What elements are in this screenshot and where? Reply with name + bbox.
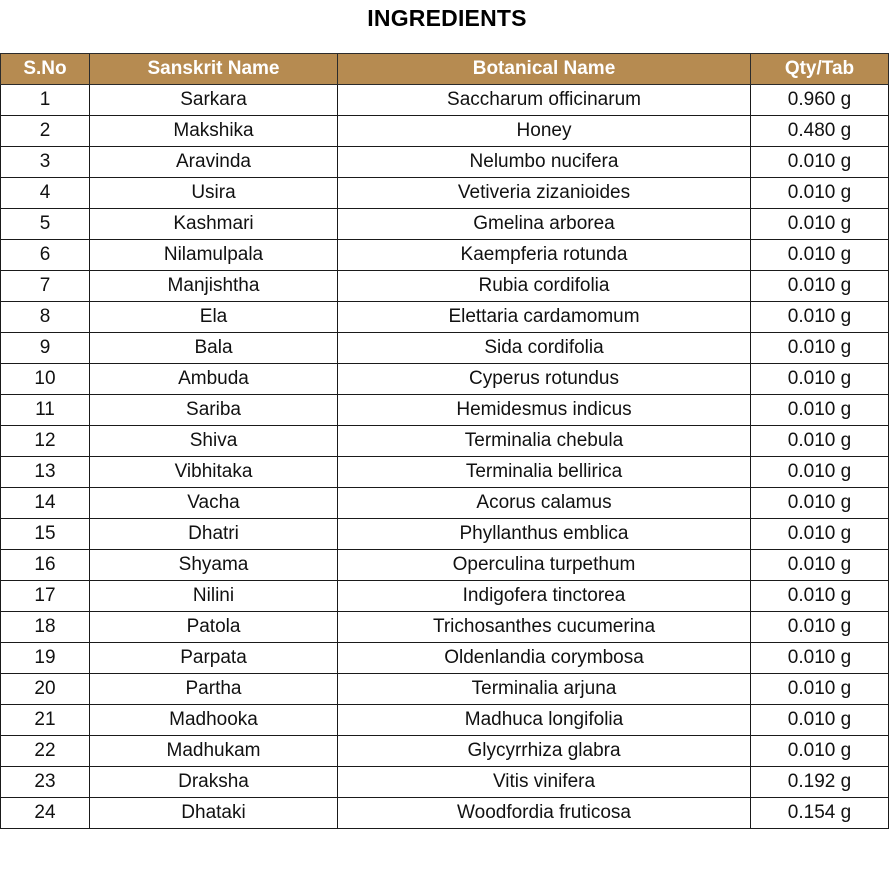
cell-qty-per-tab: 0.010 g [751, 550, 889, 581]
cell-sanskrit-name: Dhatri [90, 519, 338, 550]
cell-qty-per-tab: 0.010 g [751, 736, 889, 767]
cell-botanical-name: Hemidesmus indicus [338, 395, 751, 426]
cell-sanskrit-name: Patola [90, 612, 338, 643]
cell-sno: 15 [1, 519, 90, 550]
cell-sno: 3 [1, 147, 90, 178]
table-row [1, 674, 889, 705]
cell-qty-per-tab: 0.010 g [751, 302, 889, 333]
cell-sno: 17 [1, 581, 90, 612]
cell-botanical-name: Madhuca longifolia [338, 705, 751, 736]
cell-botanical-name: Glycyrrhiza glabra [338, 736, 751, 767]
header-sanskrit-name: Sanskrit Name [90, 54, 338, 85]
cell-qty-per-tab: 0.010 g [751, 643, 889, 674]
cell-sanskrit-name: Parpata [90, 643, 338, 674]
table-row [1, 147, 889, 178]
cell-sanskrit-name: Ambuda [90, 364, 338, 395]
cell-sno: 18 [1, 612, 90, 643]
cell-botanical-name: Saccharum officinarum [338, 85, 751, 116]
cell-botanical-name: Rubia cordifolia [338, 271, 751, 302]
cell-sanskrit-name: Vacha [90, 488, 338, 519]
cell-sanskrit-name: Draksha [90, 767, 338, 798]
cell-sanskrit-name: Madhukam [90, 736, 338, 767]
cell-botanical-name: Woodfordia fruticosa [338, 798, 751, 829]
cell-botanical-name: Terminalia bellirica [338, 457, 751, 488]
cell-sanskrit-name: Nilini [90, 581, 338, 612]
table-row [1, 612, 889, 643]
cell-botanical-name: Phyllanthus emblica [338, 519, 751, 550]
cell-sno: 13 [1, 457, 90, 488]
cell-sno: 16 [1, 550, 90, 581]
cell-botanical-name: Honey [338, 116, 751, 147]
table-row [1, 643, 889, 674]
cell-botanical-name: Vetiveria zizanioides [338, 178, 751, 209]
cell-sno: 20 [1, 674, 90, 705]
table-row [1, 767, 889, 798]
cell-qty-per-tab: 0.010 g [751, 395, 889, 426]
cell-qty-per-tab: 0.010 g [751, 426, 889, 457]
cell-botanical-name: Gmelina arborea [338, 209, 751, 240]
page-title: INGREDIENTS [367, 5, 527, 31]
table-row [1, 705, 889, 736]
cell-qty-per-tab: 0.154 g [751, 798, 889, 829]
cell-sanskrit-name: Dhataki [90, 798, 338, 829]
table-row [1, 116, 889, 147]
cell-qty-per-tab: 0.010 g [751, 705, 889, 736]
table-row [1, 85, 889, 116]
cell-botanical-name: Elettaria cardamomum [338, 302, 751, 333]
table-row [1, 178, 889, 209]
cell-qty-per-tab: 0.010 g [751, 364, 889, 395]
cell-sanskrit-name: Ela [90, 302, 338, 333]
table-row [1, 457, 889, 488]
cell-qty-per-tab: 0.192 g [751, 767, 889, 798]
cell-sno: 14 [1, 488, 90, 519]
cell-botanical-name: Terminalia chebula [338, 426, 751, 457]
cell-sno: 24 [1, 798, 90, 829]
table-row [1, 302, 889, 333]
cell-qty-per-tab: 0.010 g [751, 209, 889, 240]
cell-sno: 9 [1, 333, 90, 364]
cell-sanskrit-name: Manjishtha [90, 271, 338, 302]
cell-qty-per-tab: 0.010 g [751, 240, 889, 271]
cell-sno: 1 [1, 85, 90, 116]
header-qty-per-tab: Qty/Tab [751, 54, 889, 85]
cell-sanskrit-name: Vibhitaka [90, 457, 338, 488]
cell-botanical-name: Indigofera tinctorea [338, 581, 751, 612]
cell-qty-per-tab: 0.480 g [751, 116, 889, 147]
cell-sno: 7 [1, 271, 90, 302]
cell-qty-per-tab: 0.010 g [751, 488, 889, 519]
table-row [1, 333, 889, 364]
cell-botanical-name: Sida cordifolia [338, 333, 751, 364]
table-body [1, 85, 889, 829]
cell-qty-per-tab: 0.010 g [751, 457, 889, 488]
cell-sanskrit-name: Sarkara [90, 85, 338, 116]
cell-qty-per-tab: 0.010 g [751, 581, 889, 612]
cell-qty-per-tab: 0.010 g [751, 147, 889, 178]
cell-botanical-name: Operculina turpethum [338, 550, 751, 581]
header-sno: S.No [1, 54, 90, 85]
cell-sanskrit-name: Usira [90, 178, 338, 209]
table-header-row [1, 54, 889, 85]
cell-sno: 8 [1, 302, 90, 333]
cell-sanskrit-name: Sariba [90, 395, 338, 426]
cell-botanical-name: Vitis vinifera [338, 767, 751, 798]
cell-sno: 11 [1, 395, 90, 426]
table-row [1, 426, 889, 457]
cell-botanical-name: Acorus calamus [338, 488, 751, 519]
cell-botanical-name: Oldenlandia corymbosa [338, 643, 751, 674]
cell-sanskrit-name: Bala [90, 333, 338, 364]
table-row [1, 395, 889, 426]
header-botanical-name: Botanical Name [338, 54, 751, 85]
cell-sanskrit-name: Aravinda [90, 147, 338, 178]
table-row [1, 519, 889, 550]
cell-sanskrit-name: Nilamulpala [90, 240, 338, 271]
table-row [1, 798, 889, 829]
cell-qty-per-tab: 0.960 g [751, 85, 889, 116]
cell-sanskrit-name: Makshika [90, 116, 338, 147]
cell-sno: 6 [1, 240, 90, 271]
cell-botanical-name: Nelumbo nucifera [338, 147, 751, 178]
cell-sno: 12 [1, 426, 90, 457]
cell-sno: 23 [1, 767, 90, 798]
cell-qty-per-tab: 0.010 g [751, 519, 889, 550]
cell-sno: 19 [1, 643, 90, 674]
table-row [1, 581, 889, 612]
cell-botanical-name: Terminalia arjuna [338, 674, 751, 705]
cell-sno: 22 [1, 736, 90, 767]
ingredients-table [0, 53, 889, 829]
table-row [1, 736, 889, 767]
cell-sanskrit-name: Kashmari [90, 209, 338, 240]
cell-qty-per-tab: 0.010 g [751, 178, 889, 209]
cell-sno: 4 [1, 178, 90, 209]
cell-sno: 5 [1, 209, 90, 240]
cell-qty-per-tab: 0.010 g [751, 674, 889, 705]
cell-sanskrit-name: Partha [90, 674, 338, 705]
cell-sno: 10 [1, 364, 90, 395]
cell-botanical-name: Trichosanthes cucumerina [338, 612, 751, 643]
cell-botanical-name: Kaempferia rotunda [338, 240, 751, 271]
table-row [1, 271, 889, 302]
cell-qty-per-tab: 0.010 g [751, 612, 889, 643]
cell-botanical-name: Cyperus rotundus [338, 364, 751, 395]
cell-qty-per-tab: 0.010 g [751, 271, 889, 302]
cell-sanskrit-name: Shiva [90, 426, 338, 457]
cell-sanskrit-name: Madhooka [90, 705, 338, 736]
table-row [1, 550, 889, 581]
table-row [1, 240, 889, 271]
cell-qty-per-tab: 0.010 g [751, 333, 889, 364]
cell-sanskrit-name: Shyama [90, 550, 338, 581]
table-row [1, 488, 889, 519]
cell-sno: 2 [1, 116, 90, 147]
table-row [1, 364, 889, 395]
table-row [1, 209, 889, 240]
cell-sno: 21 [1, 705, 90, 736]
